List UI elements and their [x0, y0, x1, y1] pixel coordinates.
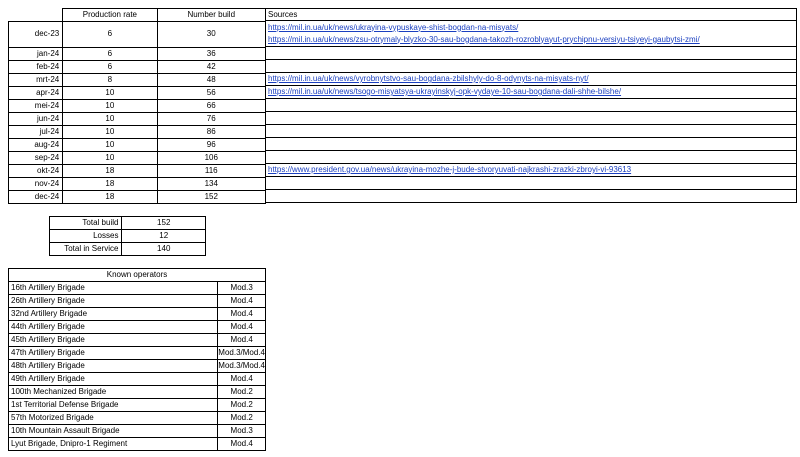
source-cell	[266, 112, 797, 125]
month-cell: mei-24	[9, 99, 63, 112]
unit-cell: 47th Artillery Brigade	[9, 347, 218, 360]
month-cell: jun-24	[9, 112, 63, 125]
source-row	[266, 60, 797, 73]
mod-cell: Mod.3	[218, 282, 266, 295]
table-row	[9, 151, 266, 164]
rate-cell: 10	[63, 99, 157, 112]
totals-value: 152	[122, 217, 206, 230]
mod-cell: Mod.4	[218, 308, 266, 321]
source-cell	[266, 60, 797, 73]
month-cell: aug-24	[9, 138, 63, 151]
source-cell	[266, 138, 797, 151]
month-cell: jan-24	[9, 47, 63, 60]
source-row	[266, 125, 797, 138]
totals-table	[49, 216, 206, 256]
source-row	[266, 47, 797, 60]
totals-label: Total in Service	[50, 243, 122, 256]
unit-cell: 32nd Artillery Brigade	[9, 308, 218, 321]
source-link[interactable]: https://mil.in.ua/uk/news/ukrayina-vypuskaye-shist-bogdan-na-misyats/	[268, 22, 519, 32]
mod-cell: Mod.3/Mod.4	[218, 360, 266, 373]
operator-row	[9, 334, 266, 347]
source-cell	[266, 177, 797, 190]
rate-cell: 6	[63, 21, 157, 47]
rate-cell: 6	[63, 47, 157, 60]
totals-row	[50, 230, 206, 243]
source-cell	[266, 86, 797, 99]
rate-cell: 10	[63, 151, 157, 164]
column-header-number-build: Number build	[157, 9, 266, 22]
build-cell: 106	[157, 151, 266, 164]
mod-cell: Mod.2	[218, 399, 266, 412]
source-link[interactable]: https://mil.in.ua/uk/news/vyrobnytstvo-sau-bogdana-zbilshyly-do-8-odynyts-na-misyats-nyt/	[268, 74, 589, 83]
table-row	[9, 125, 266, 138]
table-row	[9, 99, 266, 112]
operator-row	[9, 282, 266, 295]
mod-cell: Mod.4	[218, 334, 266, 347]
source-row	[266, 177, 797, 190]
source-row	[266, 190, 797, 203]
build-cell: 48	[157, 73, 266, 86]
table-row	[9, 73, 266, 86]
mod-cell: Mod.4	[218, 373, 266, 386]
unit-cell: 57th Motorized Brigade	[9, 412, 218, 425]
rate-cell: 8	[63, 73, 157, 86]
source-row	[266, 112, 797, 125]
operators-header-row	[9, 269, 266, 282]
unit-cell: 10th Mountain Assault Brigade	[9, 425, 218, 438]
rate-cell: 18	[63, 190, 157, 203]
build-cell: 42	[157, 60, 266, 73]
month-cell: mrt-24	[9, 73, 63, 86]
source-row	[266, 73, 797, 86]
table-row	[9, 190, 266, 203]
operator-row	[9, 399, 266, 412]
source-cell	[266, 190, 797, 203]
source-row	[266, 138, 797, 151]
source-cell	[266, 21, 797, 47]
totals-label: Total build	[50, 217, 122, 230]
operator-row	[9, 412, 266, 425]
operator-row	[9, 295, 266, 308]
operator-row	[9, 321, 266, 334]
totals-row	[50, 243, 206, 256]
production-table	[8, 8, 266, 204]
table-row	[9, 86, 266, 99]
source-cell	[266, 99, 797, 112]
table-row	[9, 21, 266, 47]
totals-label: Losses	[50, 230, 122, 243]
source-link[interactable]: https://www.president.gov.ua/news/ukrayina-mozhe-j-bude-stvoryuvati-najkrashi-zrazki-zbroyi-vi-93613	[268, 165, 632, 174]
mod-cell: Mod.3/Mod.4	[218, 347, 266, 360]
unit-cell: 16th Artillery Brigade	[9, 282, 218, 295]
source-cell	[266, 73, 797, 86]
month-cell: sep-24	[9, 151, 63, 164]
unit-cell: 44th Artillery Brigade	[9, 321, 218, 334]
rate-cell: 10	[63, 138, 157, 151]
build-cell: 36	[157, 47, 266, 60]
month-cell: jul-24	[9, 125, 63, 138]
sources-header: Sources	[266, 9, 797, 21]
mod-cell: Mod.4	[218, 438, 266, 451]
operator-row	[9, 425, 266, 438]
month-cell: apr-24	[9, 86, 63, 99]
rate-cell: 18	[63, 164, 157, 177]
rate-cell: 18	[63, 177, 157, 190]
empty-cell	[9, 9, 63, 22]
source-row	[266, 151, 797, 164]
source-row	[266, 86, 797, 99]
source-link[interactable]: https://mil.in.ua/uk/news/tsogo-misyatsya-ukrayinskyj-opk-vydaye-10-sau-bogdana-dali-shhe-bilshe/	[268, 87, 622, 96]
rate-cell: 10	[63, 86, 157, 99]
operator-row	[9, 438, 266, 451]
table-row	[9, 60, 266, 73]
unit-cell: 26th Artillery Brigade	[9, 295, 218, 308]
rate-cell: 10	[63, 112, 157, 125]
totals-row	[50, 217, 206, 230]
totals-value: 140	[122, 243, 206, 256]
build-cell: 56	[157, 86, 266, 99]
build-cell: 96	[157, 138, 266, 151]
table-row	[9, 138, 266, 151]
unit-cell: 45th Artillery Brigade	[9, 334, 218, 347]
operators-table	[8, 268, 266, 451]
mod-cell: Mod.2	[218, 412, 266, 425]
operators-header: Known operators	[9, 269, 266, 282]
unit-cell: 1st Territorial Defense Brigade	[9, 399, 218, 412]
source-cell	[266, 125, 797, 138]
mod-cell: Mod.3	[218, 425, 266, 438]
month-cell: okt-24	[9, 164, 63, 177]
table-row	[9, 164, 266, 177]
unit-cell: Lyut Brigade, Dnipro-1 Regiment	[9, 438, 218, 451]
mod-cell: Mod.2	[218, 386, 266, 399]
table-row	[9, 47, 266, 60]
table-row	[9, 177, 266, 190]
build-cell: 116	[157, 164, 266, 177]
source-cell	[266, 151, 797, 164]
month-cell: dec-24	[9, 190, 63, 203]
rate-cell: 6	[63, 60, 157, 73]
operator-row	[9, 386, 266, 399]
mod-cell: Mod.4	[218, 295, 266, 308]
operator-row	[9, 308, 266, 321]
source-link[interactable]: https://mil.in.ua/uk/news/zsu-otrymaly-blyzko-30-sau-bogdana-takozh-rozroblyayut-prychipnu-versiyu-tsiyeyi-gaubytsi-zmi/	[268, 34, 700, 44]
production-header-row	[9, 9, 266, 22]
unit-cell: 100th Mechanized Brigade	[9, 386, 218, 399]
table-row	[9, 112, 266, 125]
build-cell: 134	[157, 177, 266, 190]
build-cell: 30	[157, 21, 266, 47]
build-cell: 76	[157, 112, 266, 125]
sources-header-row	[266, 9, 797, 21]
sources-table	[265, 8, 797, 203]
operator-row	[9, 347, 266, 360]
source-cell	[266, 47, 797, 60]
rate-cell: 10	[63, 125, 157, 138]
month-cell: nov-24	[9, 177, 63, 190]
column-header-production-rate: Production rate	[63, 9, 157, 22]
build-cell: 86	[157, 125, 266, 138]
month-cell: feb-24	[9, 60, 63, 73]
source-row	[266, 21, 797, 47]
operator-row	[9, 373, 266, 386]
unit-cell: 49th Artillery Brigade	[9, 373, 218, 386]
build-cell: 66	[157, 99, 266, 112]
source-cell	[266, 164, 797, 177]
unit-cell: 48th Artillery Brigade	[9, 360, 218, 373]
totals-value: 12	[122, 230, 206, 243]
mod-cell: Mod.4	[218, 321, 266, 334]
operator-row	[9, 360, 266, 373]
source-row	[266, 164, 797, 177]
source-row	[266, 99, 797, 112]
build-cell: 152	[157, 190, 266, 203]
month-cell: dec-23	[9, 21, 63, 47]
